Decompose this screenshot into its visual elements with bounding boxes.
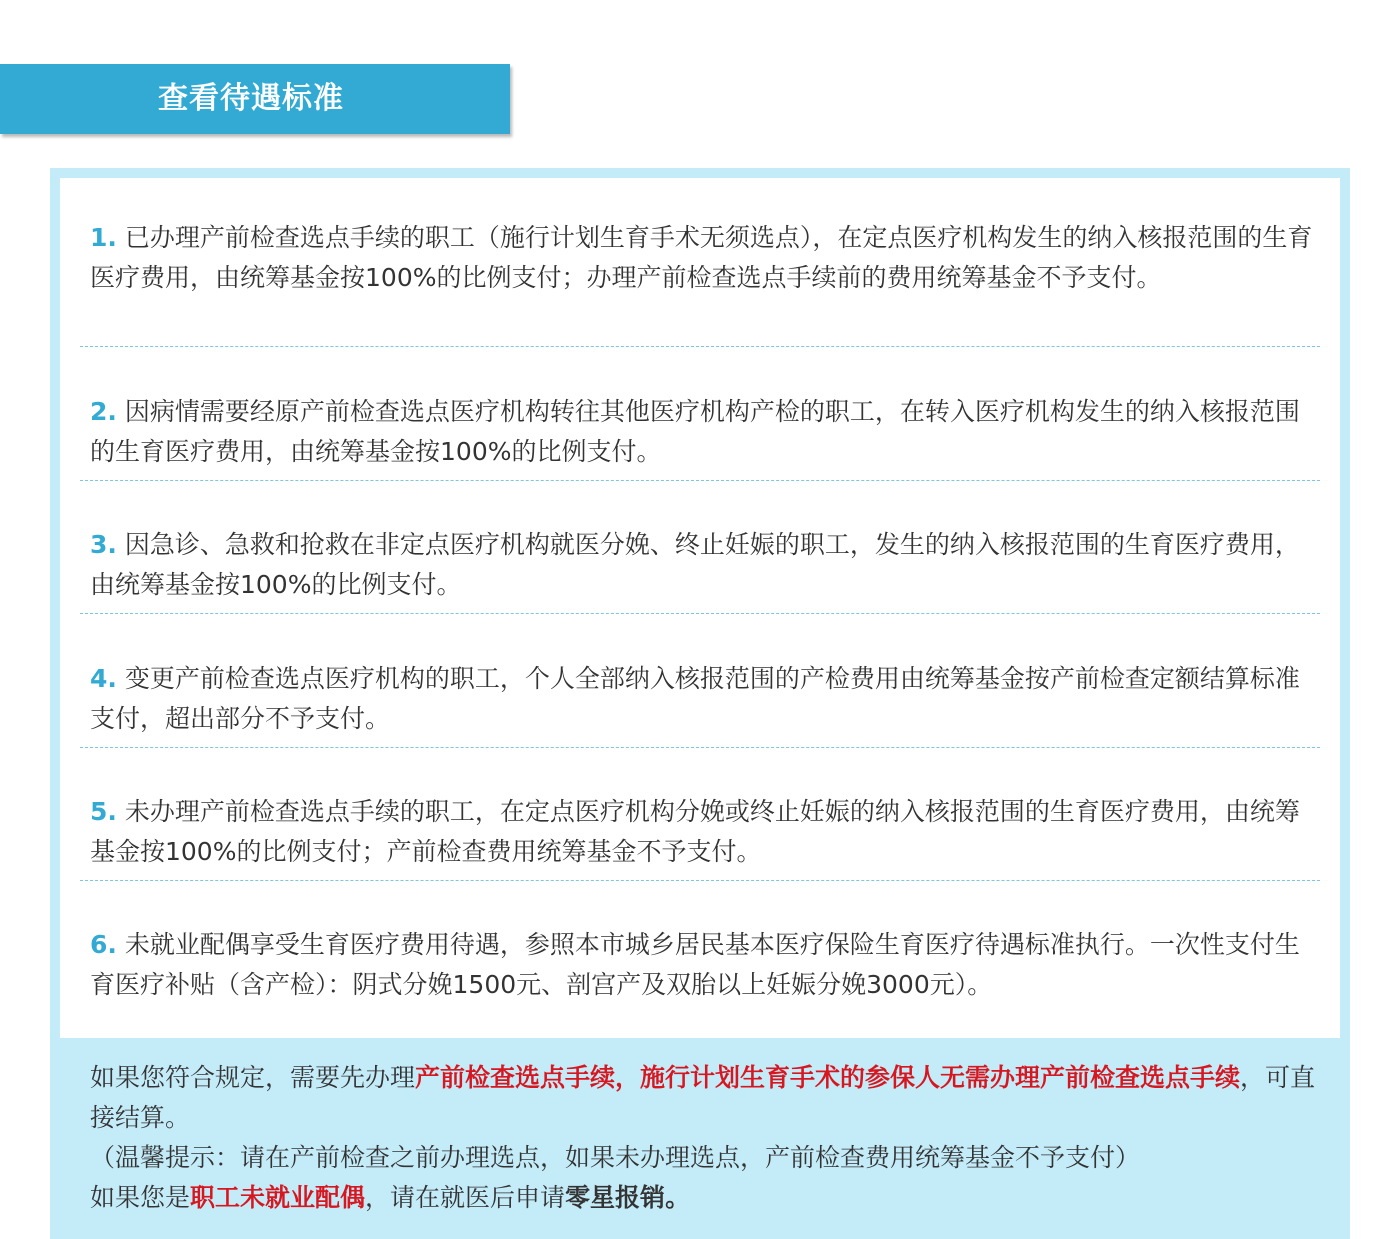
benefit-standards-panel	[50, 168, 1350, 1239]
list-item	[90, 925, 1320, 1005]
item-number: 4.	[90, 664, 117, 693]
notice-line-1	[90, 1058, 1320, 1138]
section-title: 查看待遇标准	[158, 81, 344, 116]
dashed-divider	[80, 346, 1320, 347]
notice-bold: 零星报销	[565, 1183, 666, 1212]
item-text: 因病情需要经原产前检查选点医疗机构转往其他医疗机构产检的职工，在转入医疗机构发生的纳入核报范围的生育医疗费用，由统筹基金按100%的比例支付。	[90, 397, 1300, 466]
benefit-items-list	[60, 178, 1340, 1038]
notice-text	[90, 1058, 1320, 1218]
list-item	[90, 792, 1320, 872]
dashed-divider	[80, 480, 1320, 481]
notice-line-3	[90, 1178, 1320, 1218]
notice-text-plain: 如果您符合规定，需要先办理	[90, 1063, 416, 1092]
item-text: 变更产前检查选点医疗机构的职工，个人全部纳入核报范围的产检费用由统筹基金按产前检查定额结算标准支付，超出部分不予支付。	[90, 664, 1300, 733]
item-text: 未办理产前检查选点手续的职工，在定点医疗机构分娩或终止妊娠的纳入核报范围的生育医疗费用，由统筹基金按100%的比例支付；产前检查费用统筹基金不予支付。	[90, 797, 1300, 866]
notice-text-plain: ，可直接结算。	[90, 1063, 1316, 1132]
list-item	[90, 525, 1320, 605]
notice-highlight: 职工未就业配偶	[190, 1183, 366, 1212]
notice-highlight: 产前检查选点手续，施行计划生育手术的参保人无需办理产前检查选点手续	[415, 1063, 1241, 1092]
notice-text-plain: 。	[665, 1183, 691, 1212]
list-item	[90, 659, 1320, 739]
item-number: 3.	[90, 530, 117, 559]
notice-tip: （温馨提示：请在产前检查之前办理选点，如果未办理选点，产前检查费用统筹基金不予支付）	[90, 1143, 1141, 1172]
list-item	[90, 392, 1320, 472]
item-text: 未就业配偶享受生育医疗费用待遇，参照本市城乡居民基本医疗保险生育医疗待遇标准执行。一次性支付生育医疗补贴（含产检）：阴式分娩1500元、剖宫产及双胎以上妊娠分娩3000元）。	[90, 930, 1300, 999]
notice-text-plain: 如果您是	[90, 1183, 191, 1212]
notice-text-plain: ，请在就医后申请	[365, 1183, 566, 1212]
section-header-tab	[0, 64, 510, 134]
item-number: 6.	[90, 930, 117, 959]
item-text: 因急诊、急救和抢救在非定点医疗机构就医分娩、终止妊娠的职工，发生的纳入核报范围的生育医疗费用，由统筹基金按100%的比例支付。	[90, 530, 1300, 599]
dashed-divider	[80, 613, 1320, 614]
item-text: 已办理产前检查选点手续的职工（施行计划生育手术无须选点），在定点医疗机构发生的纳入核报范围的生育医疗费用，由统筹基金按100%的比例支付；办理产前检查选点手续前的费用统筹基金不予支付。	[90, 223, 1313, 292]
item-number: 2.	[90, 397, 117, 426]
item-number: 1.	[90, 223, 117, 252]
dashed-divider	[80, 880, 1320, 881]
item-number: 5.	[90, 797, 117, 826]
dashed-divider	[80, 747, 1320, 748]
list-item	[90, 218, 1320, 298]
